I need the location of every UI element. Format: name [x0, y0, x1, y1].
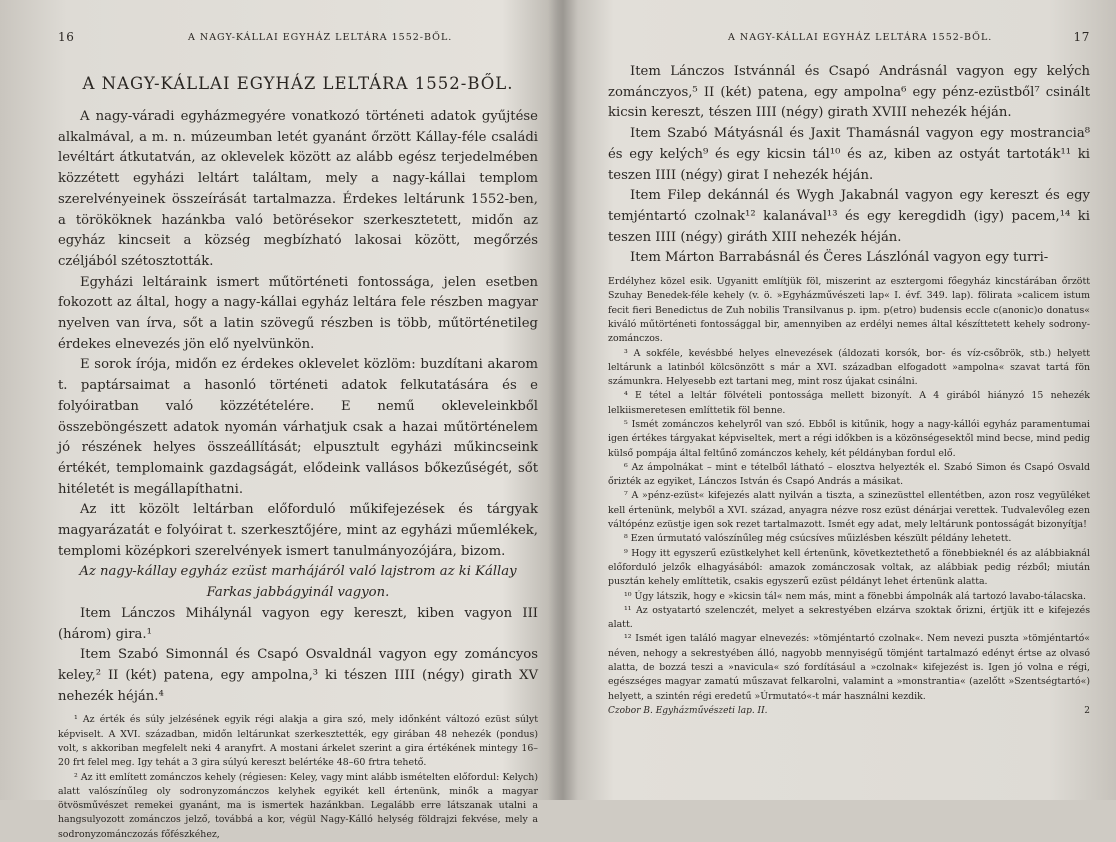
paragraph: A nagy-váradi egyházmegyére vonatkozó történeti adatok gyűjtése alkalmával, a m. n. múzeumban letét gyanánt őrzött Kállay-féle családi levéltárt átkutatván, az oklevelek között az alább egész terjedelmében közzétett egyházi leltárt találtam, mely a nagy-kállai templom szerelvényeinek összeírását tartalmazza. Érdekes leltárunk 1552-ben, a törököknek hazánkba való betörésekor szerkesztetett, midőn az egyház kincseit a község megbízható lakosai között, megőrzés czéljából szétosztották. [58, 109, 538, 269]
footnote: ¹¹ Az ostyatartó szelenczét, melyet a sekrestyében elzárva szoktak őrizni, értjük itt e kifejezés alatt. [608, 604, 1090, 631]
inventory-item: Item Szabó Simonnál és Csapó Osvaldnál vagyon egy zománcyos keley,² II (két) patena, egy ampolna,³ ki tészen IIII (négy) girath XV nehezék héján.⁴ [58, 647, 538, 704]
inventory-item: Item Filep dekánnál és Wygh Jakabnál vagyon egy kereszt és egy temjéntartó czolnak¹² kalanával¹³ és egy keregdidh (igy) pacem,¹⁴ ki teszen IIII (négy) giráth XIII nehezék héján. [608, 188, 1090, 245]
signature-number: 2 [1084, 705, 1090, 716]
footnote: ¹⁰ Úgy látszik, hogy e »kicsin tál« nem más, mint a fönebbi ámpolnák alá tartozó lavabo-tálacska. [624, 590, 1087, 602]
paragraph: E sorok írója, midőn ez érdekes oklevelet közlöm: buzdítani akarom t. paptársaimat a hasonló történeti adatok felkutatására és e folyóiratban való közzétételére. E nemű okleveleinkből összeböngészett adatok nyomán várhatjuk csak a hazai műtörténelem jó részének helyes összeállítását; elpusztult egyházi műkincseink értékét, templomaink gazdagságát, elődeink vallásos bőkezűségét, sőt hitéletét is megállapíthatni. [58, 357, 538, 497]
footnote: ⁴ E tétel a leltár fölvételi pontossága mellett bizonyít. A 4 girából hiányzó 15 nehezék lelkiismeretesen említtetik föl benne. [608, 390, 1090, 416]
inventory-item: Item Lánczos Mihálynál vagyon egy kereszt, kiben vagyon III (három) gira.¹ [58, 605, 538, 642]
inventory-item: Item Lánczos Istvánnál és Csapó Andrásnál vagyon egy kelých zománczyos,⁵ II (két) patena, egy ampolna⁶ egy pénz-ezüstből⁷ csinált kicsin kereszt, tészen IIII (négy) girath XVIII nehezék héján. [608, 64, 1090, 121]
inventory-item: Item Szabó Mátyásnál és Jaxit Thamásnál vagyon egy mostrancia⁸ és egy kelých⁹ és egy kicsin tál¹⁰ és az, kiben az ostyát tartoták¹¹ ki teszen IIII (négy) girat I nehezék héján. [608, 126, 1090, 183]
paragraph: Egyházi leltáraink ismert műtörténeti fontossága, jelen esetben fokozott az által, hogy a nagy-kállai egyház leltára fele részben magyar nyelven van írva, sőt a latin szövegű részben is több, műtörténetileg érdekes elnevezés jön elő nyelvünkön. [58, 274, 538, 352]
footnote: ⁵ Ismét zománczos kehelyről van szó. Ebből is kitűnik, hogy a nagy-kállói egyház paramentumai igen értékes tárgyakat képviseltek, mert a régi időkben is a közönségesektől mind becse, mind pedig külső pompája által feltűnő zománczos kehely, két példányban fordul elő. [608, 419, 1090, 459]
footnote: ⁷ A »pénz-ezüst« kifejezés alatt nyilván a tiszta, a szinezüsttel ellentétben, azon rosz vegyüléket kell értenünk, melyből a XVI. század, anyagra nézve rosz ezüst dénárjai verettek. Tudvalevőleg ezen váltópénz ezüstje igen sok rezet tartalmazott. Ismét egy adat, mely leltárunk pontosságát bizonyítja! [608, 490, 1090, 531]
left-body-text [58, 107, 538, 707]
inventory-item: Item Márton Barrabásnál és C̈eres Lászlónál vagyon egy turri- [630, 250, 1049, 266]
right-footnotes [608, 275, 1090, 704]
left-footnotes [58, 713, 538, 842]
right-page-number: 17 [1073, 30, 1090, 44]
footnote: ² Az itt említett zománczos kehely (régiesen: Keley, vagy mint alább ismételten előfordul: Kelych) alatt valószínűleg oly sodronyzománczos kelyhek egyikét kell értenünk, minők a magyar ötvösművészet remekei gyanánt, ma is ismertek hazánkban. Legalább erre látszanak utalni a hangsulyozott zománczos jelző, továbbá a kor, végül Nagy-Kálló helység földrajzi fekvése, mely a sodronyzománczozás főfészkéhez, [58, 771, 538, 840]
footnote-continued: Erdélyhez közel esik. Ugyanitt említjük föl, miszerint az esztergomi főegyház kincstárában őrzött Szuhay Benedek-féle kehely (v. ö. »Egyházművészeti lap« I. évf. 349. lap). fölirata »calicem istum fecit fieri Benedictus de Zuh nobilis Transilvanus p. ipm. p(etro) budensis eccle c(anonic)o donatus« kiváló műtörténeti fontossággal bir, amennyiben az erdélyi nemes által készíttetett kehely sodrony-zománczos. [608, 276, 1090, 345]
footnote: ¹² Ismét igen találó magyar elnevezés: »tömjéntartó czolnak«. Nem nevezi puszta »tömjéntartó« néven, nehogy a sekrestyében álló, nagyobb mennyiségű tömjént tartalmazó edényt értse az olvasó alatta, de bozzá teszi a »navicula« szó fordításául a »czolnak« kifejezést is. Igen jó volna e régi, egészséges magyar zamatú műszavat felkarolni, valamint a »monstrantia« (azelőtt »Szentségtartó«) helyett, a szintén régi eredetű »Úrmutató«-t már használni kezdik. [608, 633, 1090, 702]
left-page-number: 16 [58, 30, 75, 44]
right-page [572, 0, 1116, 800]
inventory-citation: Az nagy-kállay egyház ezüst marhájáról való lajstrom az ki Kállay Farkas jabbágyinál vagyon. [79, 564, 517, 601]
footnote: ⁹ Hogy itt egyszerű ezüstkelyhet kell értenünk, következtethető a fönebbieknél és az alábbiaknál előforduló jelzők elhagyásából: amazok zománczosak voltak, az alábbiak pedig rézből; miután pusztán kehely említtetik, csakis egyszerű ezüst példányt lehet értenünk alatta. [608, 547, 1090, 588]
signature-mark: Czobor B. Egyházművészeti lap. II. [608, 705, 768, 716]
right-body-text [608, 62, 1090, 269]
right-running-title: A NAGY-KÁLLAI EGYHÁZ LELTÁRA 1552-BŐL. [728, 32, 993, 43]
paragraph: Az itt közölt leltárban előforduló műkifejezések és tárgyak magyarázatát e folyóirat t. szerkesztőjére, mint az egyházi műemlékek, templomi középkori szerelvények ismert tanulmányozójára, bizom. [58, 502, 538, 559]
right-running-header [608, 30, 1090, 52]
footnote: ³ A sokféle, kevésbbé helyes elnevezések (áldozati korsók, bor- és víz-csőbrök, stb.) helyett leltárunk a latinból kölcsönzött s már a XVI. században elfogadott »ampolna« szavat tartá fön számunkra. Helyesebb ezt tartani meg, mint rosz újakat csinálni. [608, 347, 1090, 388]
footnote: ¹ Az érték és súly jelzésének egyik régi alakja a gira szó, mely időnként változó ezüst súlyt képviselt. A XVI. században, midőn leltárunkat szerkesztették, egy girában 48 nehezék (pondus) volt, s akkoriban megfelelt neki 4 aranyfrt. A mostani árkelet szerint a gira értékének mintegy 16–20 frt felel meg. Igy tehát a 3 gira súlyú kereszt belértéke 48–60 frtra tehető. [58, 714, 538, 769]
signature-line [608, 706, 1090, 722]
left-running-header [58, 30, 538, 52]
left-running-title: A NAGY-KÁLLAI EGYHÁZ LELTÁRA 1552-BŐL. [188, 32, 453, 43]
footnote: ⁶ Az ámpolnákat – mint e tételből látható – elosztva helyezték el. Szabó Simon és Csapó Osvald őrizték az egyiket, Lánczos István és Csapó András a másikat. [608, 461, 1090, 488]
footnote: ⁸ Ezen úrmutató valószínűleg még csúcsíves műizlésben készült példány lehetett. [624, 533, 1012, 545]
article-title: A NAGY-KÁLLAI EGYHÁZ LELTÁRA 1552-BŐL. [82, 74, 514, 93]
